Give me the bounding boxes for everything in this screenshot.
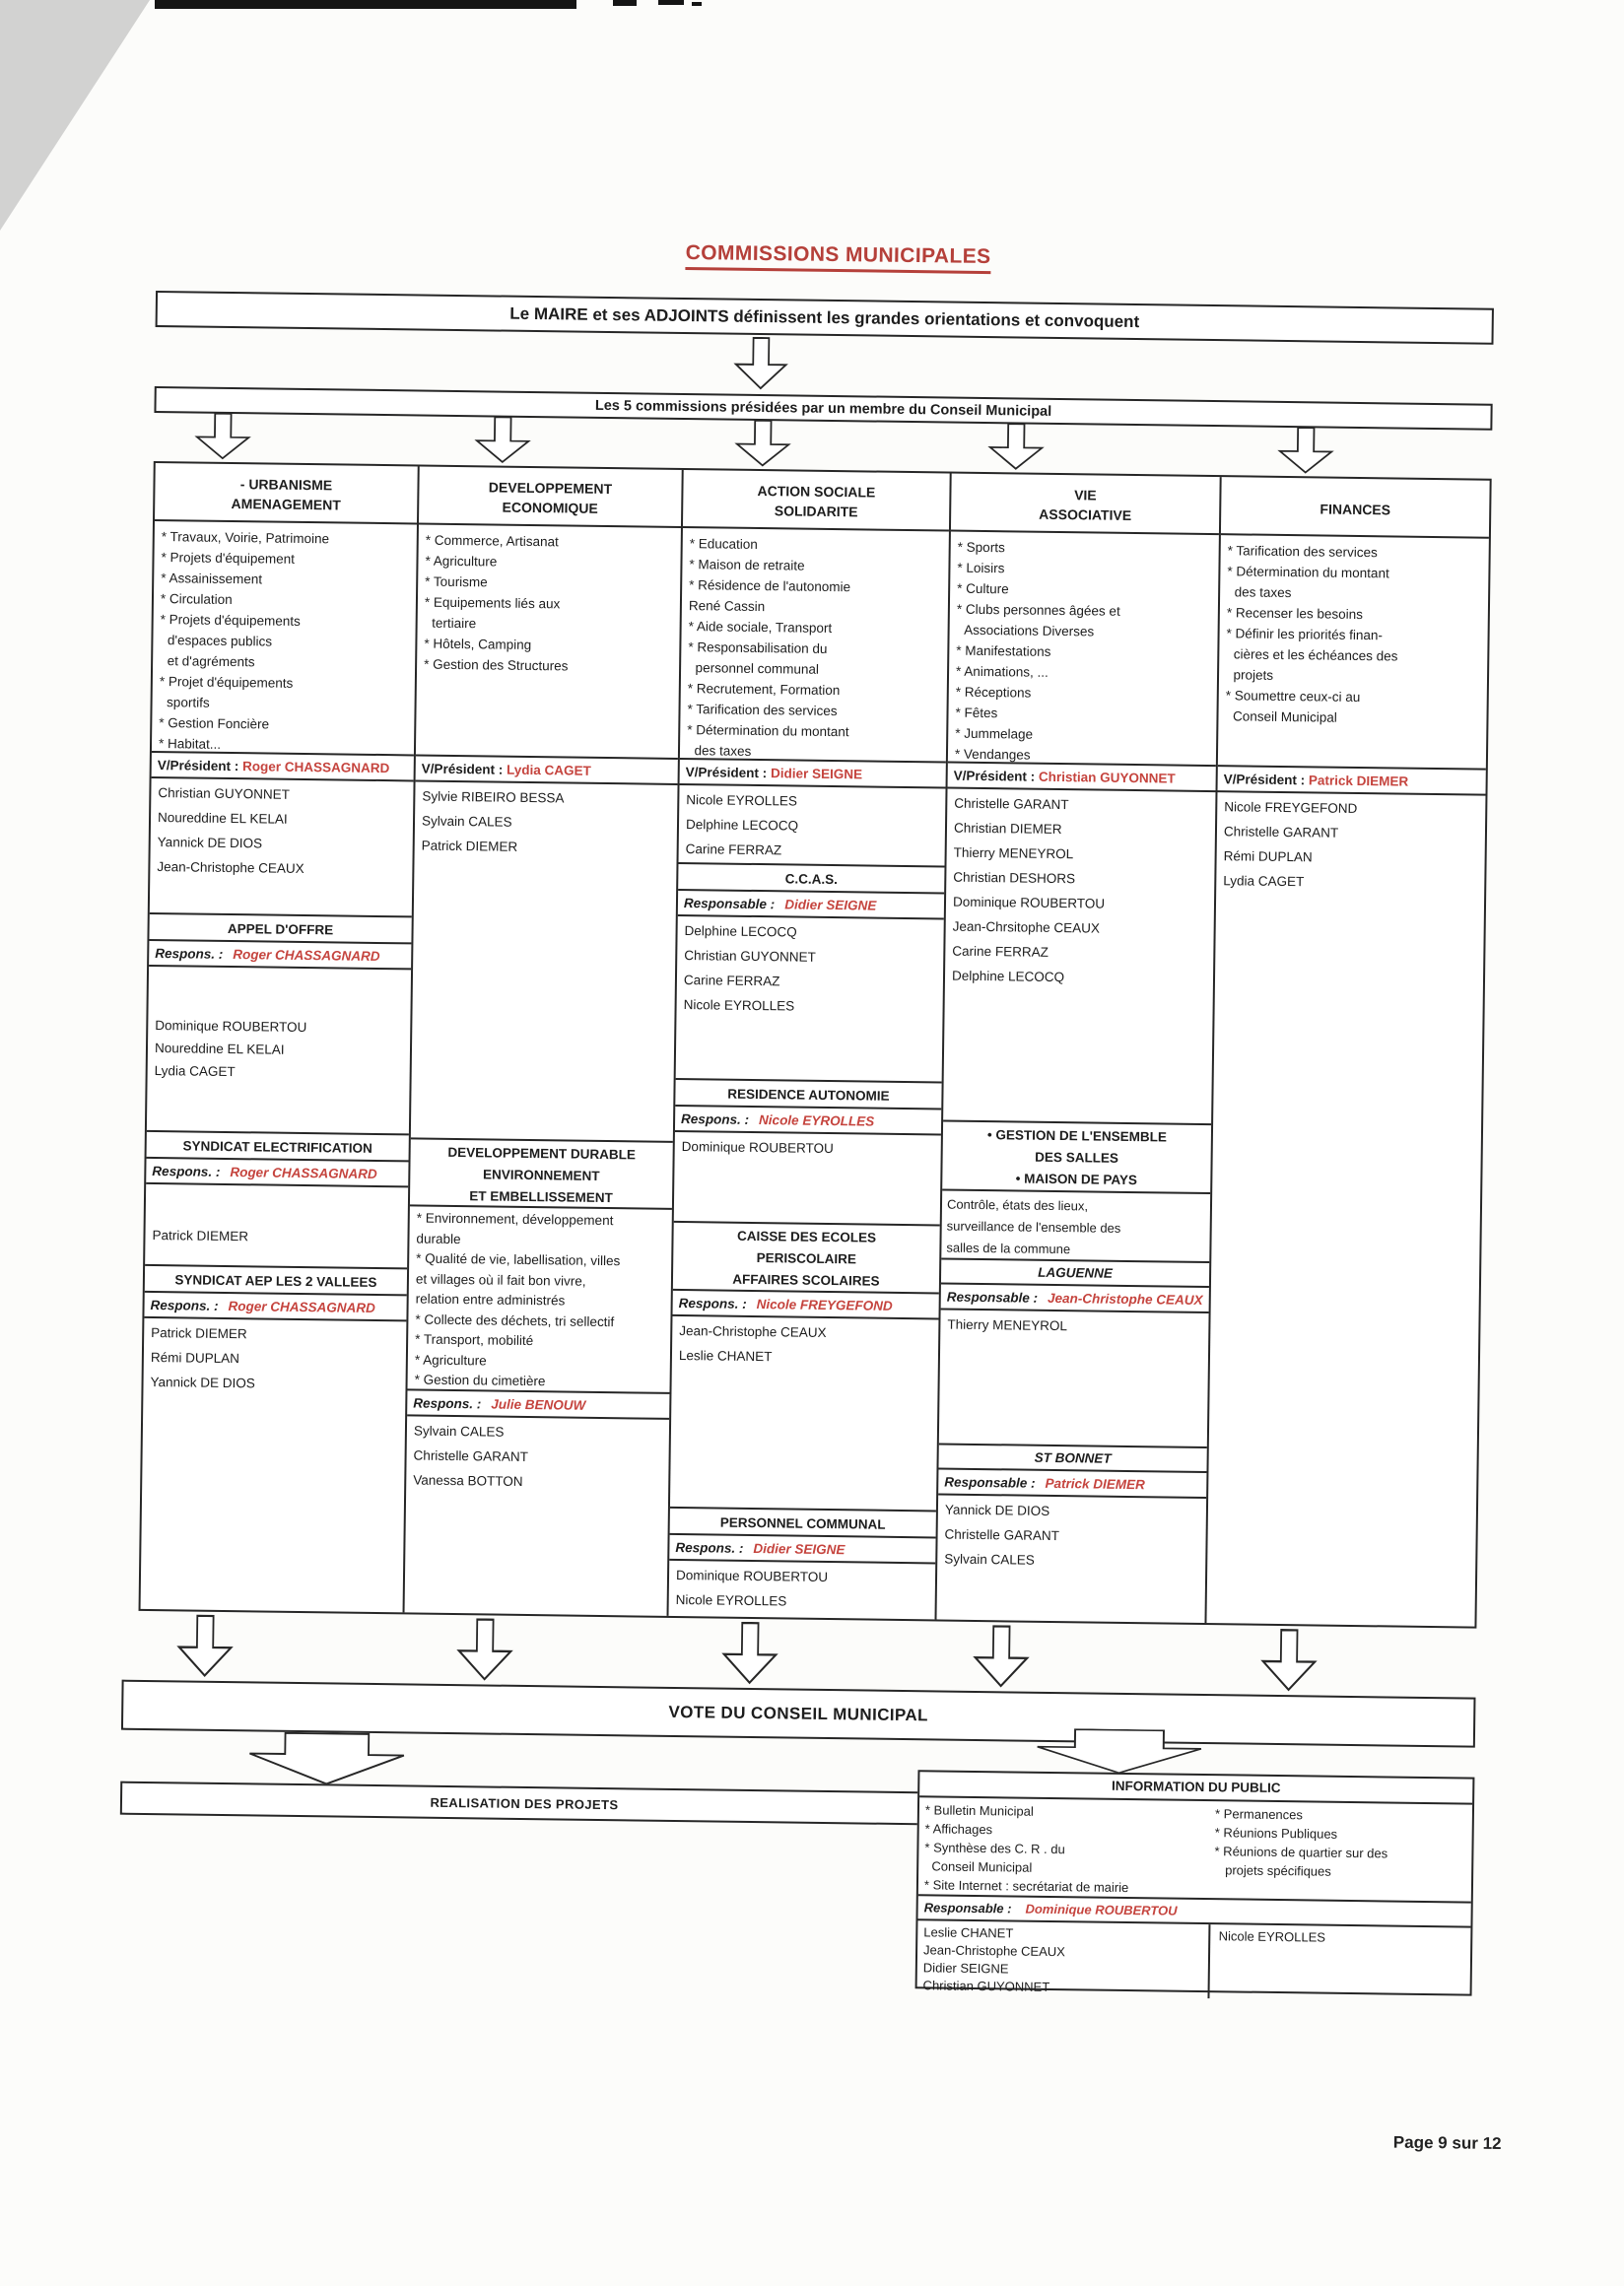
column-items: * Travaux, Voirie, Patrimoine * Projets d'équipement * Assainissement * Circulation * Projets d'équipements d'espaces publics et d'agréments * Projet d'équipements sportifs * Gestion Foncière * Habitat... [152,521,417,756]
responsable-row [669,1535,935,1565]
commission-column-developpement-economique [403,466,682,1615]
section-members: Delphine LECOCQ Christian GUYONNET Carine FERRAZ Nicole EYROLLES [676,916,944,1084]
responsable-name: Patrick DIEMER [1045,1475,1145,1493]
column-items: * Education * Maison de retraite * Résidence de l'autonomie René Cassin * Aide sociale, Transport * Responsabilisation du personnel communal * Recrutement, Formation * Tarification des services * Détermination du montant des taxes [680,528,949,764]
members-list: Patrick DIEMER [152,1228,249,1244]
section-title: CAISSE DES ECOLES PERISCOLAIRE AFFAIRES SCOLAIRES [673,1223,940,1295]
commissions-banner-text: Les 5 commissions présidées par un membre du Conseil Municipal [594,397,1052,420]
section-items: * Environnement, développement durable * Qualité de vie, labellisation, villes et villages où il fait bon vivre, relation entre administrés * Collecte des déchets, tri sellectif * Transport, mobilité * Agriculture * Gestion du cimetière [407,1206,671,1393]
section-title: C.C.A.S. [678,864,944,895]
page-total: 12 [1482,2133,1502,2154]
president-name: Roger CHASSAGNARD [241,759,390,776]
members-list: Nicole FREYGEFOND Christelle GARANT Rémi DUPLAN Lydia CAGET [1223,799,1358,890]
down-arrow-icon [456,1618,514,1682]
responsable-row [407,1390,669,1419]
commissions-grid [139,461,1492,1629]
responsable-name: Roger CHASSAGNARD [230,1165,377,1181]
down-arrow-icon [1277,427,1335,475]
responsable-label: Respons. : [152,1164,221,1179]
president-label: V/Président : [1223,772,1306,788]
down-arrow-icon [194,413,252,461]
page-number [1276,2131,1501,2154]
president-row [152,753,414,781]
section-members: Dominique ROUBERTOU Nicole EYROLLES [675,1567,829,1609]
president-row [680,760,946,789]
down-arrow-icon [721,1622,779,1686]
responsable-label: Respons. : [413,1395,482,1412]
section-title: DEVELOPPEMENT DURABLE ENVIRONNEMENT ET EMBELLISSEMENT [410,1139,673,1209]
section-title: APPEL D'OFFRE [149,914,411,944]
section-title: • GESTION DE L'ENSEMBLE DES SALLES • MAISON DE PAYS [942,1122,1211,1195]
members-list: Christelle GARANT Christian DIEMER Thierry MENEYROL Christian DESHORS Dominique ROUBERTOU Jean-Chrsitophe CEAUX Carine FERRAZ Delphine LECOCQ [943,789,1215,1126]
page-title: COMMISSIONS MUNICIPALES [611,240,1064,275]
commission-column-vie-associative [934,474,1219,1623]
responsable-label: Responsable : [946,1289,1039,1306]
down-arrow-icon [734,420,792,468]
vote-conseil-text: VOTE DU CONSEIL MUNICIPAL [668,1702,929,1724]
section-title: RESIDENCE AUTONOMIE [675,1080,941,1110]
realisation-projets-box [120,1782,928,1826]
responsable-name: Nicole FREYGEFOND [756,1297,893,1313]
responsable-label: Respons. : [681,1111,750,1127]
section-title: SYNDICAT AEP LES 2 VALLEES [145,1266,407,1296]
sur-word: sur [1452,2133,1479,2153]
section-members [147,967,411,1135]
info-public-members [916,1920,1470,2001]
info-items-left: * Bulletin Municipal * Affichages * Synthèse des C. R . du Conseil Municipal * Site Internet : secrétariat de mairie [923,1802,1129,1896]
responsable-name: Dominique ROUBERTOU [1025,1901,1178,1918]
members-list: Nicole EYROLLES Delphine LECOCQ Carine FERRAZ [678,785,945,868]
responsable-row [144,1293,406,1321]
section-members: Jean-Christophe CEAUX Leslie CHANET [670,1316,939,1513]
column-header: - URBANISME AMENAGEMENT [155,463,418,524]
down-arrow-icon [1260,1629,1319,1693]
section-title: PERSONNEL COMMUNAL [670,1509,936,1539]
commission-column-urbanisme [141,463,418,1612]
responsable-name: Julie BENOUW [491,1396,586,1413]
responsable-row [941,1284,1209,1313]
column-header: VIE ASSOCIATIVE [951,474,1220,536]
down-arrow-icon [246,1731,407,1786]
down-arrow-icon [474,416,532,464]
realisation-projets-text: REALISATION DES PROJETS [430,1794,619,1812]
scan-edge-mark [658,0,684,5]
president-name: Lydia CAGET [506,762,591,778]
members-list: Dominique ROUBERTOU Noureddine EL KELAI Lydia CAGET [154,1018,307,1080]
responsable-label: Respons. : [150,1297,219,1313]
responsable-name: Jean-Christophe CEAUX [1047,1290,1203,1308]
section-members: Dominique ROUBERTOU [674,1132,941,1227]
responsable-row [149,941,411,970]
responsable-label: Responsable : [683,896,776,912]
president-row [416,756,678,784]
responsable-label: Respons. : [675,1539,744,1556]
information-du-public-box [915,1770,1475,1995]
responsable-label: Respons. : [678,1296,747,1311]
section-title: ST BONNET [938,1445,1206,1473]
info-public-items [918,1797,1472,1903]
members-list-left: Leslie CHANET Jean-Christophe CEAUX Didier SEIGNE Christian GUYONNET [916,1920,1210,1998]
section-members: Yannick DE DIOS Christelle GARANT Sylvain CALES [944,1502,1059,1568]
president-name: Didier SEIGNE [770,766,863,782]
info-public-title: INFORMATION DU PUBLIC [919,1772,1472,1804]
down-arrow-icon [987,423,1046,471]
section-note: Contrôle, états des lieux, surveillance de l'ensemble des salles de la commune [941,1190,1210,1263]
responsable-name: Nicole EYROLLES [759,1112,875,1129]
column-header: DEVELOPPEMENT ECONOMIQUE [419,466,682,527]
president-label: V/Président : [421,761,504,777]
column-items: * Tarification des services * Détermination du montant des taxes * Recenser les besoins * Définir les priorités finan- cières et les échéances des projets * Soumettre ceux-ci au Conseil Municipal [1218,535,1489,771]
section-members: Sylvain CALES Christelle GARANT Vanessa BOTTON [413,1423,528,1489]
commissions-banner-box [154,386,1492,431]
column-items: * Commerce, Artisanat * Agriculture * Tourisme * Equipements liés aux tertiaire * Hôtels, Camping * Gestion des Structures [416,524,681,759]
responsable-row [678,891,944,920]
section-title: SYNDICAT ELECTRIFICATION [147,1132,409,1162]
responsable-row [672,1291,938,1320]
section-members: Patrick DIEMER Rémi DUPLAN Yannick DE DIOS [150,1325,255,1391]
page-num: 9 [1438,2133,1448,2153]
responsable-label: Responsable : [944,1474,1036,1491]
section-members: Thierry MENEYROL [939,1310,1209,1448]
section-title: LAGUENNE [941,1259,1209,1288]
president-label: V/Président : [157,758,239,774]
president-label: V/Président : [685,765,768,781]
column-header: FINANCES [1221,477,1490,539]
responsable-name: Roger CHASSAGNARD [228,1299,375,1315]
maire-adjoints-box [156,291,1494,345]
down-arrow-icon [973,1625,1031,1689]
section-members [145,1184,408,1269]
maire-adjoints-text: Le MAIRE et ses ADJOINTS définissent les grandes orientations et convoquent [509,303,1140,331]
members-list: Christian GUYONNET Noureddine EL KELAI Yannick DE DIOS Jean-Christophe CEAUX [150,778,414,917]
down-arrow-icon [176,1614,235,1678]
members-list-right: Nicole EYROLLES [1218,1928,1326,1945]
page-word: Page [1392,2132,1434,2153]
responsable-row [146,1159,408,1187]
responsable-name: Didier SEIGNE [753,1541,846,1558]
president-row [948,764,1216,793]
commission-column-action-sociale [667,470,950,1619]
down-arrow-icon [733,337,789,391]
responsable-name: Roger CHASSAGNARD [233,947,380,965]
scan-edge-mark [692,2,702,6]
responsable-label: Respons. : [155,946,224,962]
info-items-right: * Permanences * Réunions Publiques * Réunions de quartier sur des projets spécifiques [1214,1806,1388,1879]
column-header: ACTION SOCIALE SOLIDARITE [683,470,950,532]
responsable-row [675,1107,941,1136]
down-arrow-icon [1034,1728,1204,1776]
president-label: V/Président : [953,768,1036,784]
responsable-label: Responsable : [923,1900,1012,1916]
president-name: Patrick DIEMER [1308,773,1409,789]
column-items: * Sports * Loisirs * Culture * Clubs personnes âgées et Associations Diverses * Manifestations * Animations, ... * Réceptions * Fêtes * Jummelage * Vendanges [948,532,1219,768]
responsable-name: Didier SEIGNE [784,897,877,913]
responsable-row [938,1469,1206,1499]
commission-column-finances [1204,477,1489,1626]
members-list: Sylvie RIBEIRO BESSA Sylvain CALES Patrick DIEMER [411,781,678,1142]
president-row [1217,767,1485,796]
president-name: Christian GUYONNET [1038,769,1176,786]
